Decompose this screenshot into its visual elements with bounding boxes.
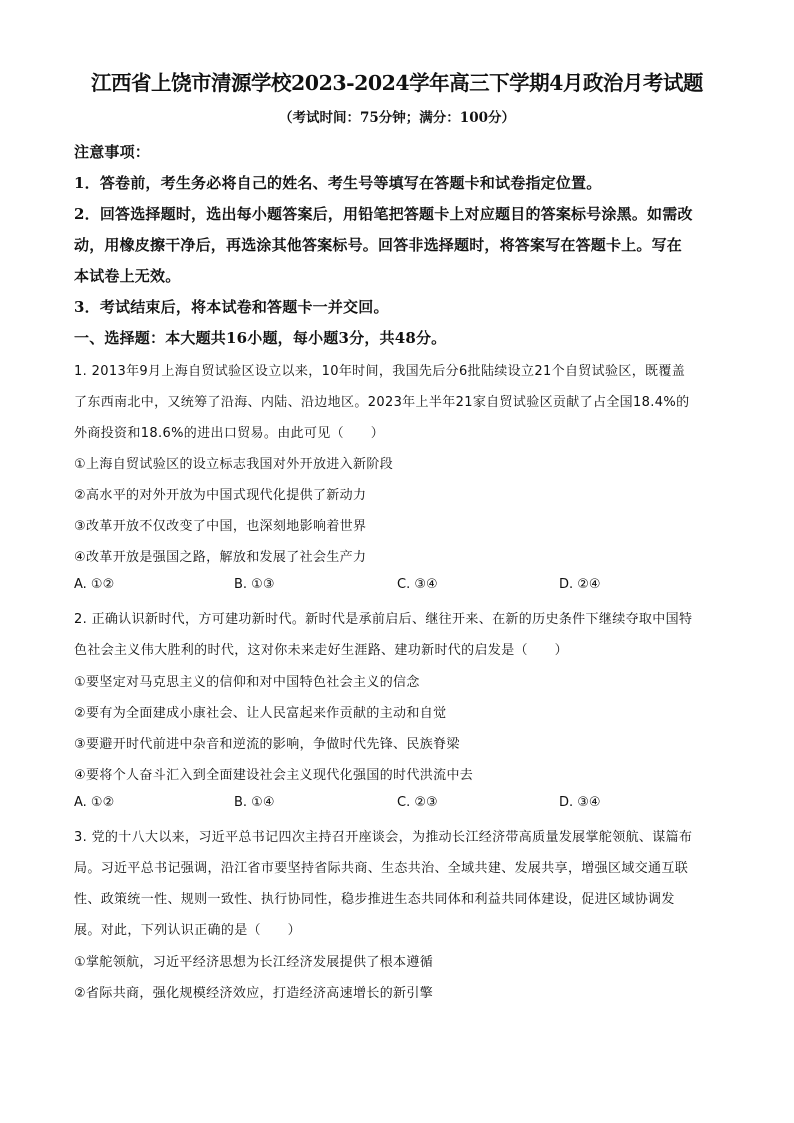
question-1-statement: ③改革开放不仅改变了中国，也深刻地影响着世界 [74, 519, 367, 534]
note-line: 2．回答选择题时，选出每小题答案后，用铅笔把答题卡上对应题目的答案标号涂黑。如需改 [74, 205, 693, 223]
question-1-statement: ②高水平的对外开放为中国式现代化提供了新动力 [74, 488, 367, 503]
notes-heading: 注意事项： [74, 143, 151, 161]
question-2-option-d[interactable]: D. ③④ [559, 795, 601, 810]
question-2-stem: 2. 正确认识新时代，方可建功新时代。新时代是承前启后、继往开来、在新的历史条件下继续夺取中国特 [74, 612, 693, 627]
question-1-option-c[interactable]: C. ③④ [397, 577, 438, 592]
question-2-statement: ①要坚定对马克思主义的信仰和对中国特色社会主义的信念 [74, 675, 420, 690]
question-3-statement: ①掌舵领航，习近平经济思想为长江经济发展提供了根本遵循 [74, 955, 434, 970]
question-1-option-d[interactable]: D. ②④ [559, 577, 601, 592]
question-1-stem: 外商投资和18.6%的进出口贸易。由此可见（ ） [74, 426, 385, 441]
question-1-statement: ①上海自贸试验区的设立标志我国对外开放进入新阶段 [74, 457, 394, 472]
question-2-statement: ④要将个人奋斗汇入到全面建设社会主义现代化强国的时代洪流中去 [74, 768, 474, 783]
question-3-stem: 3. 党的十八大以来，习近平总书记四次主持召开座谈会，为推动长江经济带高质量发展掌舵领航、谋篇布 [74, 830, 693, 845]
note-line: 本试卷上无效。 [74, 267, 181, 285]
question-1-stem: 1. 2013年9月上海自贸试验区设立以来，10年时间，我国先后分6批陆续设立21个自贸试验区，既覆盖 [74, 364, 686, 379]
question-2-statement: ③要避开时代前进中杂音和逆流的影响，争做时代先锋、民族脊梁 [74, 737, 460, 752]
note-line: 3．考试结束后，将本试卷和答题卡一并交回。 [74, 298, 389, 316]
question-3-stem: 展。对此，下列认识正确的是（ ） [74, 923, 301, 938]
question-2-statement: ②要有为全面建成小康社会、让人民富起来作贡献的主动和自觉 [74, 706, 447, 721]
question-2-option-c[interactable]: C. ②③ [397, 795, 438, 810]
question-2-stem: 色社会主义伟大胜利的时代，这对你未来走好生涯路、建功新时代的启发是（ ） [74, 643, 568, 658]
question-2-option-a[interactable]: A. ①② [74, 795, 115, 810]
note-line: 动，用橡皮擦干净后，再选涂其他答案标号。回答非选择题时，将答案写在答题卡上。写在 [74, 236, 683, 254]
question-2-option-b[interactable]: B. ①④ [234, 795, 275, 810]
section-heading: 一、选择题：本大题共16小题，每小题3分，共48分。 [74, 329, 447, 347]
question-3-statement: ②省际共商，强化规模经济效应，打造经济高速增长的新引擎 [74, 986, 434, 1001]
exam-subtitle: （考试时间：75分钟；满分：100分） [279, 110, 515, 126]
question-1-option-a[interactable]: A. ①② [74, 577, 115, 592]
exam-title: 江西省上饶市清源学校2023-2024学年高三下学期4月政治月考试题 [91, 71, 703, 95]
question-1-option-b[interactable]: B. ①③ [234, 577, 275, 592]
question-1-stem: 了东西南北中，又统筹了沿海、内陆、沿边地区。2023年上半年21家自贸试验区贡献了占全国18.4%的 [74, 395, 690, 410]
question-3-stem: 性、政策统一性、规则一致性、执行协同性，稳步推进生态共同体和利益共同体建设，促进区域协调发 [74, 892, 675, 907]
note-line: 1．答卷前，考生务必将自己的姓名、考生号等填写在答题卡和试卷指定位置。 [74, 174, 602, 192]
question-1-statement: ④改革开放是强国之路，解放和发展了社会生产力 [74, 550, 367, 565]
question-3-stem: 局。习近平总书记强调，沿江省市要坚持省际共商、生态共治、全域共建、发展共享，增强区域交通互联 [74, 861, 689, 876]
